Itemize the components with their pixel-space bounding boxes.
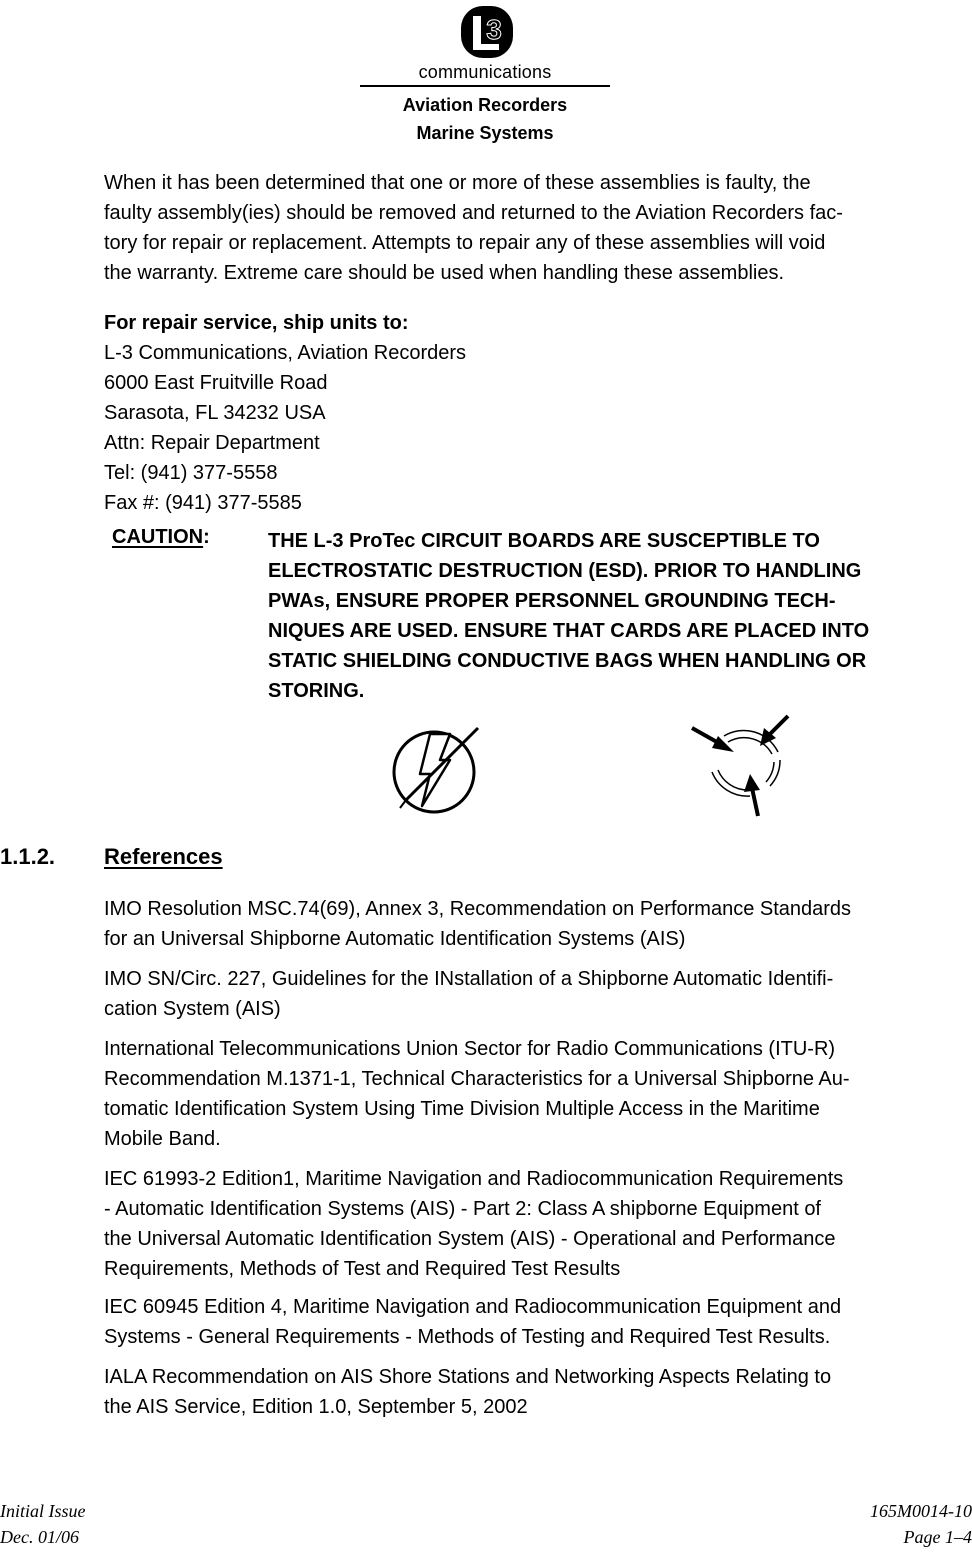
caution-line: PWAs, ENSURE PROPER PERSONNEL GROUNDING TECH- [268,590,836,612]
reference-item [104,1164,970,1284]
footer-issue: Initial Issue [0,1501,86,1521]
reference-item [104,1034,970,1154]
repair-address [104,308,964,518]
caution-colon: : [203,526,210,548]
address-line: Sarasota, FL 34232 USA [104,402,326,424]
intro-paragraph [104,168,964,288]
text-line: the AIS Service, Edition 1.0, September 5, 2002 [104,1396,528,1418]
text-line: When it has been determined that one or more of these assemblies is faulty, the [104,172,811,194]
text-line: Mobile Band. [104,1128,221,1150]
reference-item [104,1362,970,1422]
text-line: tory for repair or replacement. Attempts to repair any of these assemblies will void [104,232,826,254]
repair-heading: For repair service, ship units to: [104,312,409,334]
header-line-aviation: Aviation Recorders [402,95,568,115]
logo-text: 3 [486,14,502,45]
caution-line: ELECTROSTATIC DESTRUCTION (ESD). PRIOR TO HANDLING [268,560,862,582]
text-line: faulty assembly(ies) should be removed and returned to the Aviation Recorders fac- [104,202,843,224]
esd-sensitive-arrows-icon [688,712,798,822]
text-line: tomatic Identification System Using Time Division Multiple Access in the Maritime [104,1098,820,1120]
caution-line: STORING. [268,680,365,702]
footer-doc-number: 165M0014-10 [870,1501,972,1521]
text-line: - Automatic Identification Systems (AIS) - Part 2: Class A shipborne Equipment of [104,1198,821,1220]
text-line: IMO SN/Circ. 227, Guidelines for the INstallation of a Shipborne Automatic Identifi- [104,968,834,990]
caution-line: NIQUES ARE USED. ENSURE THAT CARDS ARE PLACED INTO [268,620,870,642]
reference-item [104,964,970,1024]
text-line: Recommendation M.1371-1, Technical Characteristics for a Universal Shipborne Au- [104,1068,850,1090]
text-line: International Telecommunications Union Sector for Radio Communications (ITU-R) [104,1038,836,1060]
text-line: IEC 60945 Edition 4, Maritime Navigation and Radiocommunication Equipment and [104,1296,842,1318]
logo-wordmark: communications [418,62,552,82]
header-line-marine: Marine Systems [416,123,554,143]
esd-no-lightning-icon [386,722,488,822]
text-line: Systems - General Requirements - Methods of Testing and Required Test Results. [104,1326,831,1348]
company-header [360,0,610,150]
footer-page-number: Page 1–4 [903,1527,972,1547]
text-line: the Universal Automatic Identification System (AIS) - Operational and Performance [104,1228,836,1250]
section-number: 1.1.2. [0,844,56,869]
reference-item [104,1292,970,1352]
logo-rule [360,85,610,87]
section-title: References [104,844,223,869]
caution-word: CAUTION [112,526,204,548]
caution-line: THE L-3 ProTec CIRCUIT BOARDS ARE SUSCEPTIBLE TO [268,530,820,552]
text-line: IEC 61993-2 Edition1, Maritime Navigation and Radiocommunication Requirements [104,1168,844,1190]
text-line: the warranty. Extreme care should be used when handling these assemblies. [104,262,785,284]
text-line: Requirements, Methods of Test and Required Test Results [104,1258,621,1280]
text-line: IMO Resolution MSC.74(69), Annex 3, Recommendation on Performance Standards [104,898,852,920]
caution-text [268,526,972,706]
address-line: Fax #: (941) 377-5585 [104,492,302,514]
address-line: Tel: (941) 377-5558 [104,462,278,484]
text-line: for an Universal Shipborne Automatic Identification Systems (AIS) [104,928,686,950]
address-line: L-3 Communications, Aviation Recorders [104,342,467,364]
address-line: 6000 East Fruitville Road [104,372,328,394]
caution-label [112,526,210,549]
text-line: cation System (AIS) [104,998,281,1020]
footer-left [0,1498,86,1550]
footer-right [870,1498,972,1550]
reference-item [104,894,970,954]
footer-date: Dec. 01/06 [0,1527,79,1547]
text-line: IALA Recommendation on AIS Shore Stations and Networking Aspects Relating to [104,1366,832,1388]
address-line: Attn: Repair Department [104,432,320,454]
l3-logo-icon [457,2,517,62]
caution-line: STATIC SHIELDING CONDUCTIVE BAGS WHEN HANDLING OR [268,650,867,672]
